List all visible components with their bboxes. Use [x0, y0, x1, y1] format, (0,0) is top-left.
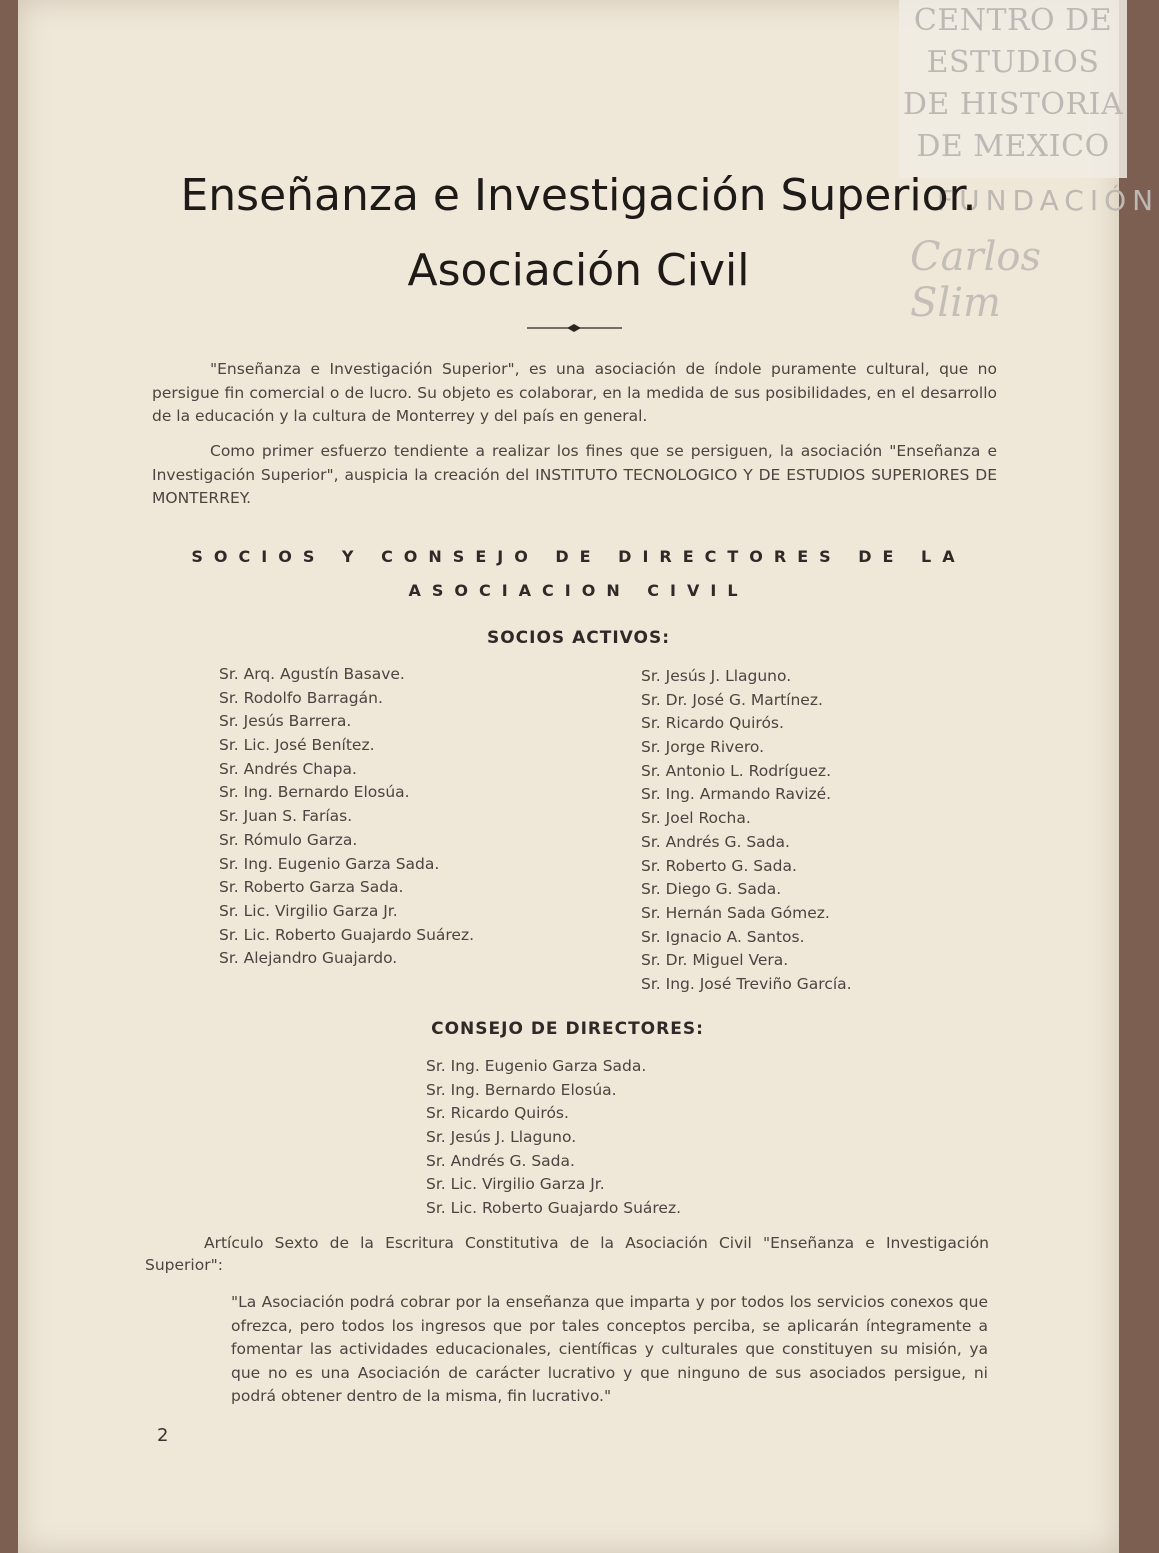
- list-item: Sr. Diego G. Sada.: [641, 880, 782, 899]
- list-item: Sr. Ing. Bernardo Elosúa.: [219, 783, 410, 802]
- list-item: Sr. Dr. Miguel Vera.: [641, 951, 789, 970]
- list-item: Sr. Roberto Garza Sada.: [219, 878, 404, 897]
- list-item: Sr. Ing. Armando Ravizé.: [641, 785, 832, 804]
- list-item: Sr. Ing. José Treviño García.: [641, 974, 852, 993]
- list-item: Sr. Jesús J. Llaguno.: [426, 1128, 577, 1147]
- list-item: Sr. Antonio L. Rodríguez.: [641, 761, 831, 780]
- watermark-line: DE HISTORIA: [902, 87, 1124, 122]
- consejo-heading: CONSEJO DE DIRECTORES:: [431, 1019, 704, 1039]
- list-item: Sr. Lic. Roberto Guajardo Suárez.: [426, 1199, 682, 1218]
- socios-list-left: [219, 663, 474, 971]
- watermark-fundacion: FUNDACIÓN: [937, 184, 1159, 217]
- list-item: Sr. Hernán Sada Gómez.: [641, 903, 830, 922]
- list-item: Sr. Arq. Agustín Basave.: [219, 665, 405, 683]
- list-item: Sr. Ignacio A. Santos.: [641, 927, 805, 946]
- list-item: Sr. Ricardo Quirós.: [641, 714, 784, 733]
- page-number: 2: [157, 1425, 169, 1446]
- list-item: Sr. Juan S. Farías.: [219, 807, 353, 826]
- socios-list-right: [641, 665, 852, 997]
- section-heading-line2: ASOCIACION CIVIL: [408, 581, 749, 600]
- intro-paragraph-2: Como primer esfuerzo tendiente a realizar los fines que se persiguen, la asociación "Enseñanza e Investigación Superior", auspicia la creación del INSTITUTO TECNOLOGICO Y DE ESTUDIOS SUPERIORES DE MONTERREY.: [152, 442, 997, 507]
- watermark-signature: Carlos Slim: [910, 234, 1041, 326]
- list-item: Sr. Ing. Bernardo Elosúa.: [426, 1080, 617, 1099]
- watermark-line: CENTRO DE: [913, 3, 1113, 38]
- section-heading-line1: SOCIOS Y CONSEJO DE DIRECTORES DE LA: [191, 547, 966, 566]
- list-item: Sr. Joel Rocha.: [641, 809, 751, 828]
- page-title-line1: Enseñanza e Investigación Superior.: [180, 170, 977, 221]
- list-item: Sr. Andrés G. Sada.: [426, 1151, 575, 1170]
- list-item: Sr. Lic. Virgilio Garza Jr.: [426, 1175, 605, 1194]
- list-item: Sr. Andrés G. Sada.: [641, 832, 790, 851]
- watermark-line: ESTUDIOS: [926, 45, 1100, 80]
- list-item: Sr. Roberto G. Sada.: [641, 856, 797, 875]
- articulo-intro: Artículo Sexto de la Escritura Constitutiva de la Asociación Civil "Enseñanza e Investigación Superior":: [145, 1234, 989, 1274]
- intro-paragraph-1: "Enseñanza e Investigación Superior", es una asociación de índole puramente cultural, que no persigue fin comercial o de lucro. Su objeto es colaborar, en la medida de sus posibilidades, en el desarrollo de la educación y la cultura de Monterrey y del país en general.: [152, 360, 997, 425]
- list-item: Sr. Ing. Eugenio Garza Sada.: [426, 1057, 647, 1075]
- list-item: Sr. Lic. Roberto Guajardo Suárez.: [219, 925, 475, 944]
- ornament-divider: [527, 322, 622, 334]
- list-item: Sr. Jorge Rivero.: [641, 738, 765, 757]
- archive-watermark: [899, 0, 1127, 178]
- list-item: Sr. Jesús J. Llaguno.: [641, 667, 792, 685]
- consejo-list: [426, 1055, 681, 1221]
- list-item: Sr. Jesús Barrera.: [219, 712, 352, 731]
- list-item: Sr. Lic. José Benítez.: [219, 736, 375, 755]
- list-item: Sr. Ricardo Quirós.: [426, 1104, 569, 1123]
- page-title-line2: Asociación Civil: [407, 245, 750, 296]
- list-item: Sr. Andrés Chapa.: [219, 759, 357, 778]
- list-item: Sr. Rodolfo Barragán.: [219, 688, 383, 707]
- list-item: Sr. Dr. José G. Martínez.: [641, 690, 823, 709]
- list-item: Sr. Lic. Virgilio Garza Jr.: [219, 901, 398, 920]
- list-item: Sr. Alejandro Guajardo.: [219, 949, 398, 968]
- list-item: Sr. Ing. Eugenio Garza Sada.: [219, 854, 440, 873]
- watermark-line: DE MEXICO: [916, 129, 1110, 164]
- socios-heading: SOCIOS ACTIVOS:: [486, 628, 671, 648]
- list-item: Sr. Rómulo Garza.: [219, 830, 358, 849]
- articulo-quote: "La Asociación podrá cobrar por la enseñanza que imparta y por todos los servicios conexos que ofrezca, pero todos los ingresos que por tales conceptos perciba, se aplicarán íntegramente a fomentar las actividades educacionales, científicas y culturales que constituyen su misión, ya que no es una Asociación de carácter lucrativo y que ninguno de sus asociados persigue, ni podrá obtener dentro de la misma, fin lucrativo.": [231, 1293, 988, 1406]
